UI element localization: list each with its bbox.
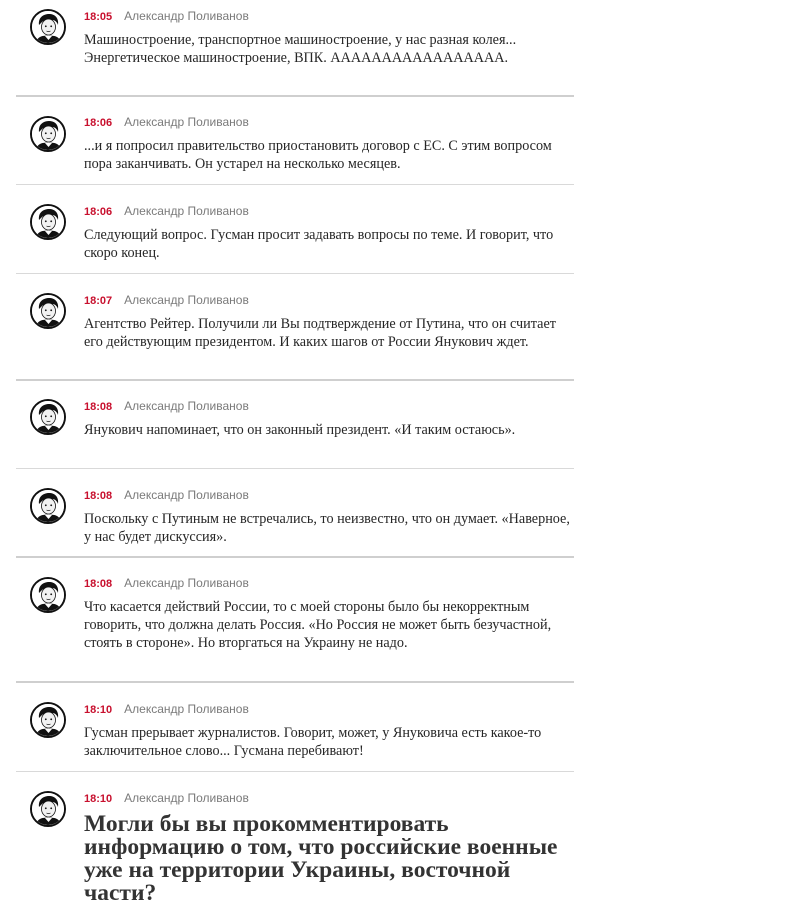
feed-entry [16,558,574,683]
entry-meta [84,9,574,23]
entry-time[interactable]: 18:10 [84,704,113,716]
entry-text: Поскольку с Путиным не встречались, то неизвестно, что он думает. «Наверное, у нас будет дискуссия». [84,511,570,545]
author-avatar[interactable] [30,399,66,435]
entry-time[interactable]: 18:06 [84,206,113,218]
entry-author: Александр Поливанов [124,293,249,307]
author-avatar[interactable] [30,9,66,45]
entry-text: Гусман прерывает журналистов. Говорит, может, у Януковича есть какое-то заключительное слово... Гусмана перебивают! [84,725,542,759]
entry-headline: Могли бы вы прокомментировать информацию о том, что российские военные уже на территории Украины, восточной части? [84,811,558,906]
entry-author: Александр Поливанов [124,791,249,805]
feed-entry [16,185,574,274]
feed-entry [16,469,574,558]
entry-meta [84,488,574,502]
entry-author: Александр Поливанов [124,576,249,590]
entry-text: Машиностроение, транспортное машиностроение, у нас разная колея... Энергетическое машиностроение, ВПК. ААААААААААААААААА. [84,32,517,66]
feed-entry [16,97,574,185]
entry-text: ...и я попросил правительство приостановить договор с ЕС. С этим вопросом пора заканчивать. Он устарел на несколько месяцев. [84,138,552,172]
entry-author: Александр Поливанов [124,702,249,716]
entry-meta [84,576,574,590]
entry-author: Александр Поливанов [124,204,249,218]
entry-time[interactable]: 18:08 [84,490,113,502]
feed-entry [16,683,574,772]
author-avatar[interactable] [30,791,66,827]
entry-meta [84,293,574,307]
author-avatar[interactable] [30,116,66,152]
entry-author: Александр Поливанов [124,488,249,502]
feed-entry [16,0,574,97]
entry-text: Агентство Рейтер. Получили ли Вы подтверждение от Путина, что он считает его действующим президентом. И каких шагов от России Янукович ждет. [84,316,556,350]
entry-text: Что касается действий России, то с моей стороны было бы некорректным говорить, что должна делать Россия. «Но Россия не может быть безучастной, стоять в стороне». Но вторгаться на Украину не надо. [84,599,552,651]
entry-meta [84,115,574,129]
entry-meta [84,791,574,805]
author-avatar[interactable] [30,702,66,738]
feed-entry [16,274,574,381]
entry-time[interactable]: 18:10 [84,793,113,805]
entry-time[interactable]: 18:07 [84,295,113,307]
author-avatar[interactable] [30,488,66,524]
author-avatar[interactable] [30,204,66,240]
entry-author: Александр Поливанов [124,399,249,413]
entry-time[interactable]: 18:08 [84,401,113,413]
entry-time[interactable]: 18:05 [84,11,113,23]
live-feed [16,0,574,914]
author-avatar[interactable] [30,577,66,613]
entry-time[interactable]: 18:08 [84,578,113,590]
entry-text: Янукович напоминает, что он законный президент. «И таким остаюсь». [84,422,516,438]
author-avatar[interactable] [30,293,66,329]
entry-time[interactable]: 18:06 [84,117,113,129]
entry-meta [84,399,574,413]
entry-author: Александр Поливанов [124,9,249,23]
entry-meta [84,702,574,716]
feed-entry [16,772,574,914]
feed-entry [16,381,574,469]
entry-meta [84,204,574,218]
entry-author: Александр Поливанов [124,115,249,129]
entry-text: Следующий вопрос. Гусман просит задавать вопросы по теме. И говорит, что скоро конец. [84,227,554,261]
